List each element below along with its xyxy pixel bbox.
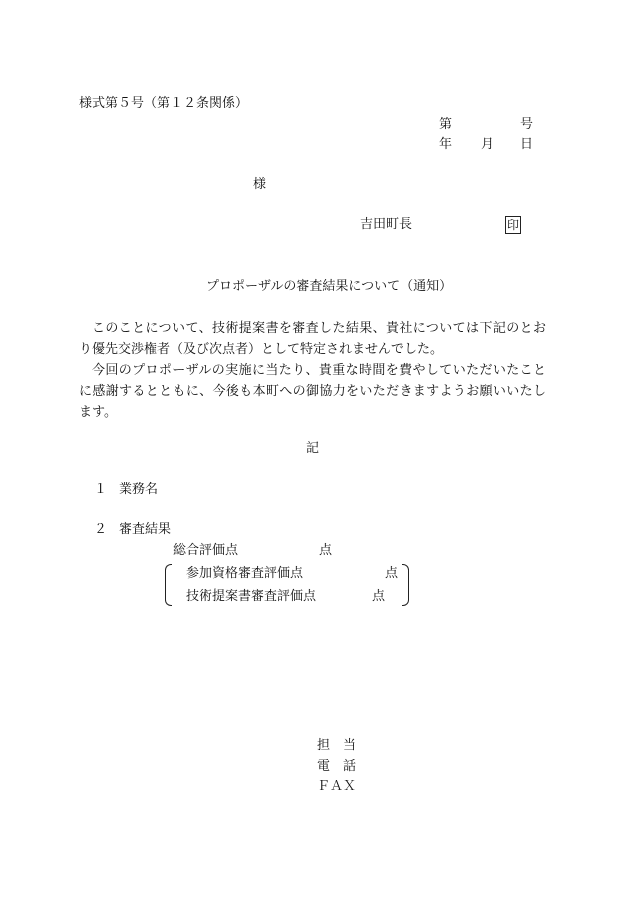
contact-person: 担 当: [317, 738, 357, 753]
form-number: 様式第５号（第１２条関係）: [79, 96, 249, 111]
item-2-label: 審査結果: [119, 522, 172, 537]
date-day: 日: [520, 137, 534, 152]
body-paragraph-1: このことについて、技術提案書を審査した結果、貴社については下記のとおり優先交渉権者（及び次点者）として特定されませんでした。: [79, 321, 546, 357]
total-score-unit: 点: [319, 543, 333, 558]
participation-score-label: 参加資格審査評価点: [186, 566, 304, 581]
item-2-number: ２: [94, 522, 108, 537]
date-year: 年: [439, 137, 453, 152]
contact-fax: ＦＡＸ: [317, 779, 357, 794]
left-bracket: [165, 564, 172, 606]
item-1-label: 業務名: [119, 482, 159, 497]
recipient-honorific: 様: [253, 177, 267, 192]
sender-title: 吉田町長: [360, 217, 413, 232]
right-bracket: [402, 564, 409, 606]
document-title: プロポーザルの審査結果について（通知）: [206, 279, 453, 294]
total-score-label: 総合評価点: [173, 543, 239, 558]
date-month: 月: [481, 137, 495, 152]
participation-score-unit: 点: [385, 566, 399, 581]
body-paragraph-2: 今回のプロポーザルの実施に当たり、貴重な時間を費やしていただいたことに感謝するとともに、今後も本町への御協力をいただきますようお願いいたします。: [79, 363, 546, 420]
contact-phone: 電 話: [317, 759, 357, 774]
doc-number-suffix: 号: [520, 117, 534, 132]
proposal-score-unit: 点: [372, 589, 386, 604]
item-1-number: １: [94, 482, 108, 497]
seal-mark: 印: [506, 218, 519, 232]
proposal-score-label: 技術提案書審査評価点: [186, 589, 317, 604]
doc-number-prefix: 第: [439, 117, 453, 132]
ki-heading: 記: [306, 441, 320, 456]
